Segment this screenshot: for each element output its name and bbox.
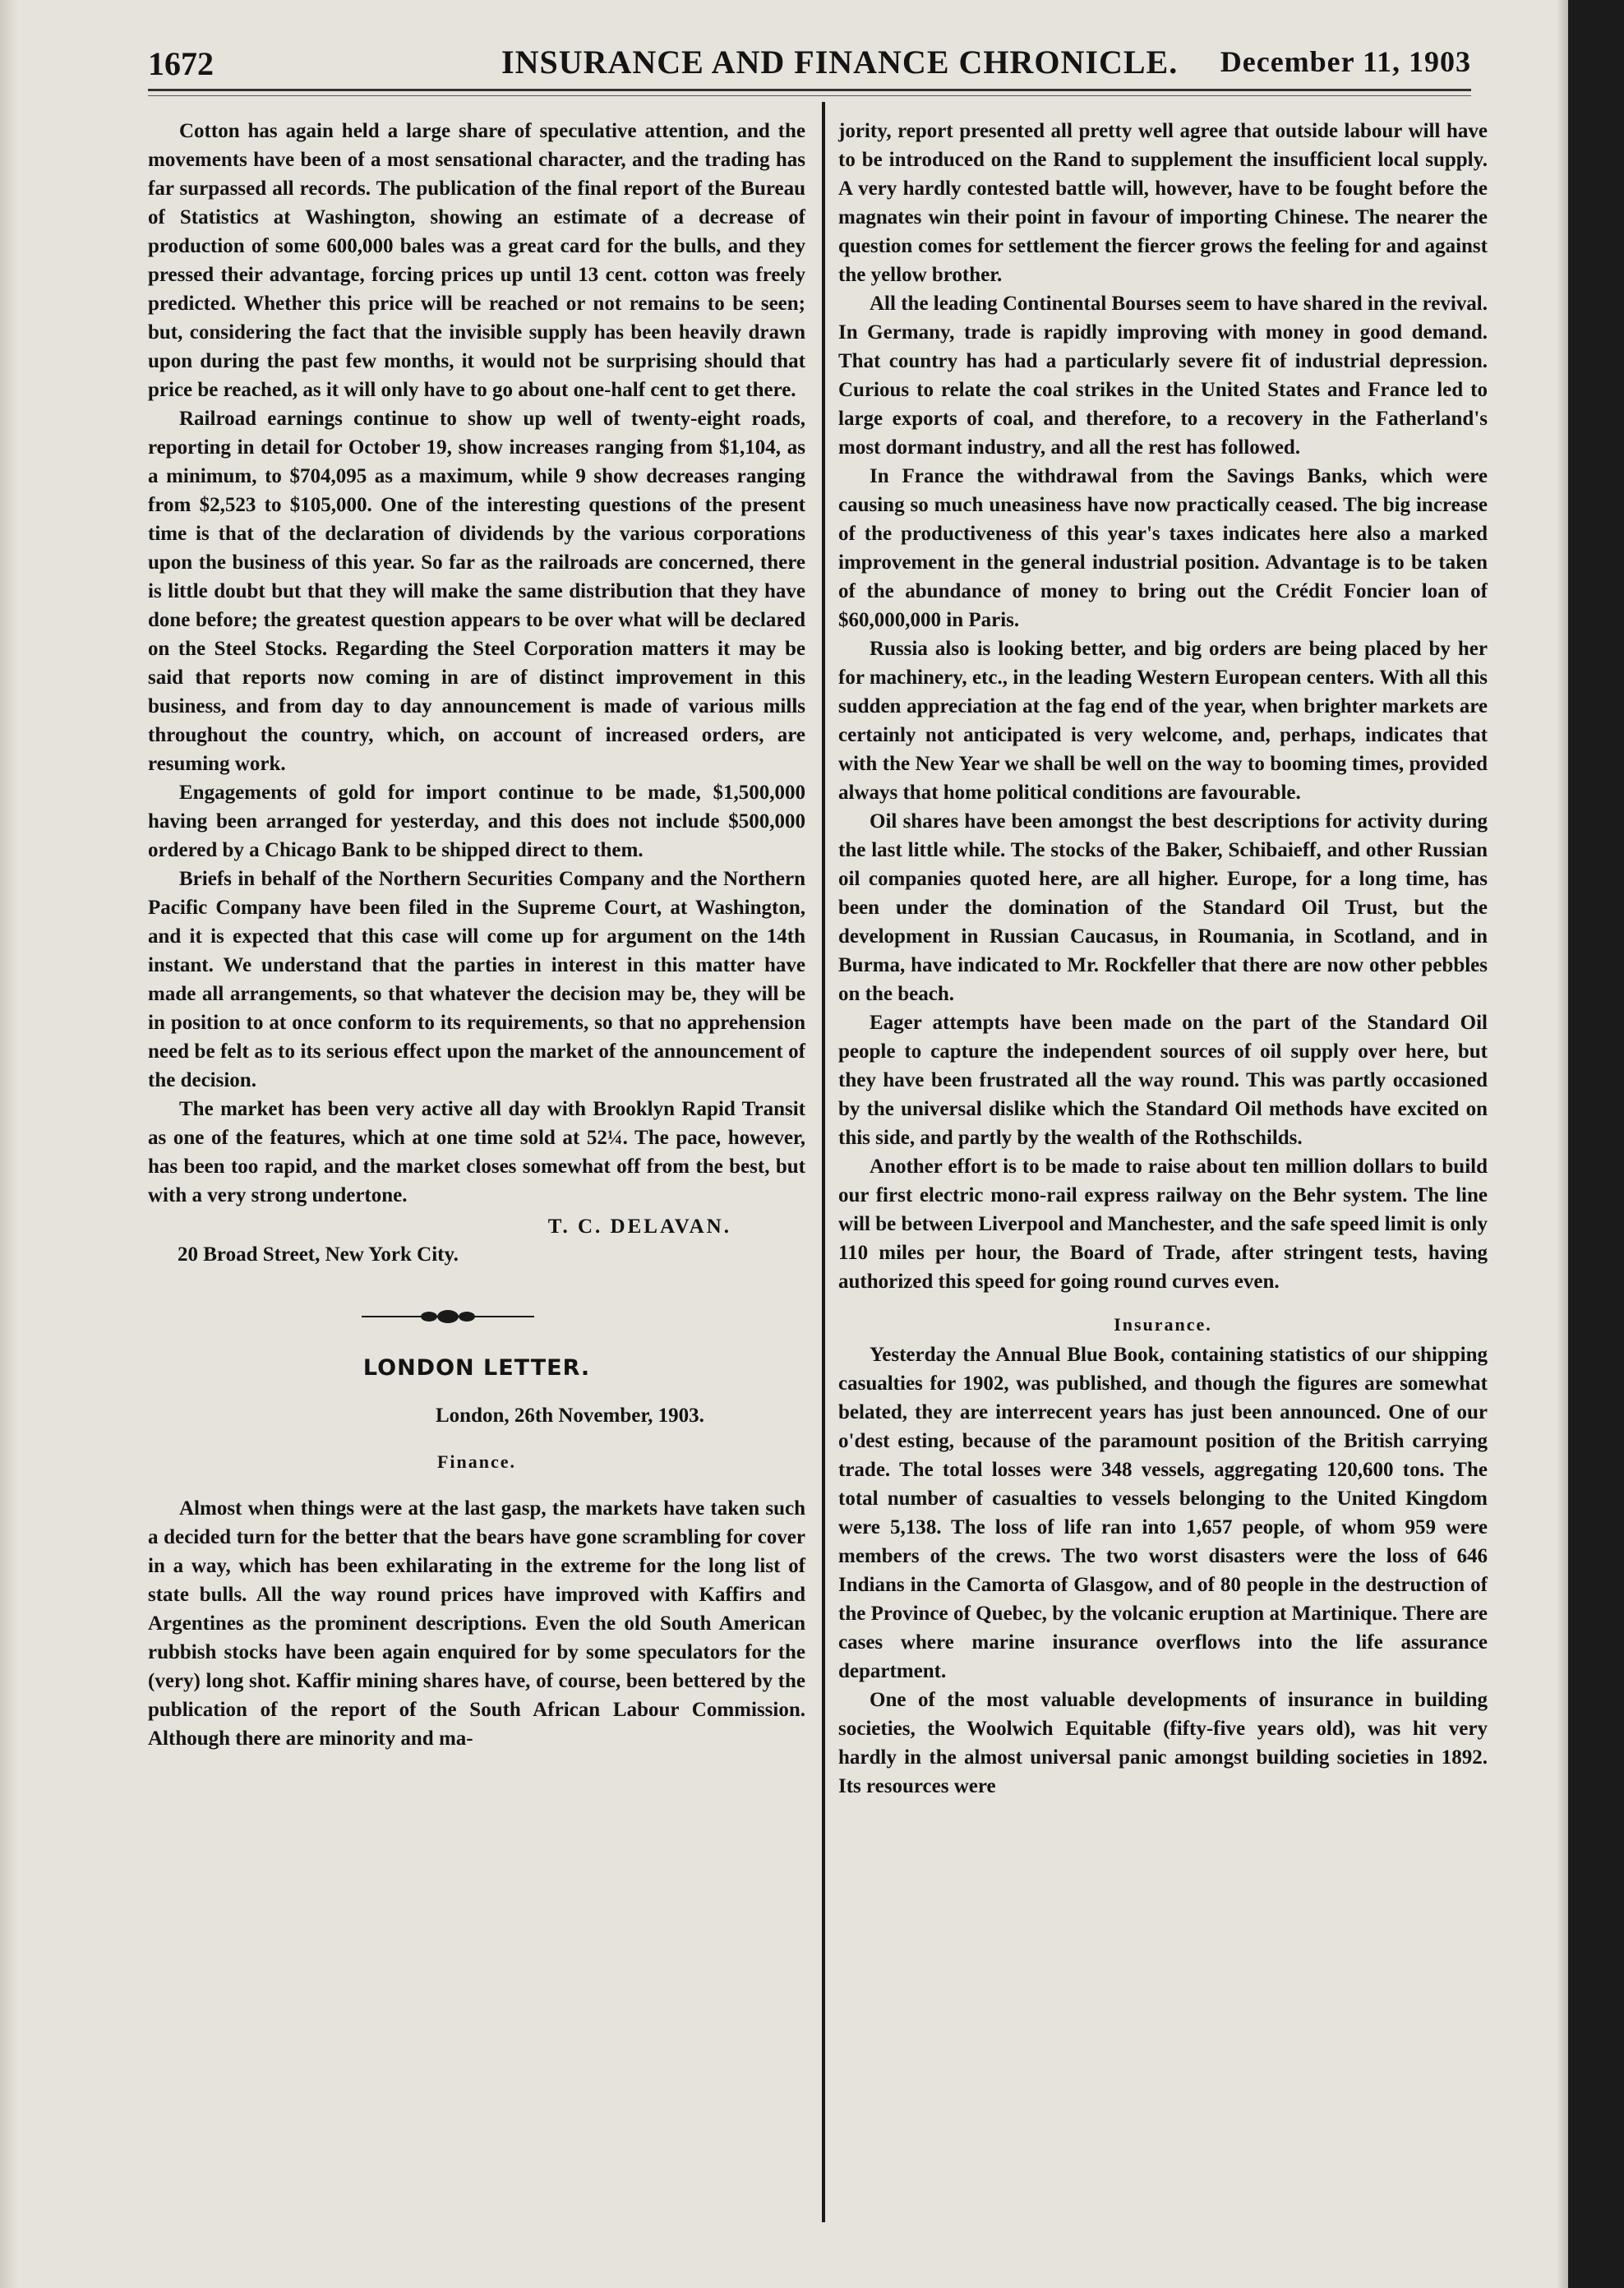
paragraph: Eager attempts have been made on the part of the Standard Oil people to capture the independent sources of oil supply over here, but they have been frustrated all the way round. This was partly occasioned by the universal dislike which the Standard Oil methods have excited on this side, and partly by the wealth of the Rothschilds. (838, 1012, 1488, 1149)
header-rule-thin (148, 95, 1471, 96)
paragraph: Railroad earnings continue to show up well of twenty-eight roads, reporting in detail for October 19, show increases ranging from $1,104, as a minimum, to $704,095 as a maximum, while 9 show decreases ranging from $2,523 to $105,000. One of the interesting questions of the present time is that of the declaration of dividends by the various corporations upon the business of this year. So far as the railroads are concerned, there is little doubt but that they will make the same distribution that they have done before; the greatest question appears to be over what will be declared on the Steel Stocks. Regarding the Steel Corporation matters it may be said that reports now coming in are of distinct improvement in this business, and from day to day announcement is made of various mills throughout the country, which, on account of increased orders, are resuming work. (148, 408, 805, 775)
paragraph-continuation: jority, report presented all pretty well agree that outside labour will have to be introduced on the Rand to supplement the insufficient local supply. A very hardly contested battle will, however, have to be fought before the magnates win their point in favour of importing Chinese. The nearer the question comes for settlement the fiercer grows the feeling for and against the yellow brother. (838, 120, 1488, 286)
paragraph: Briefs in behalf of the Northern Securities Company and the Northern Pacific Company have been filed in the Supreme Court, at Washington, and it is expected that this case will come up for argument on the 14th instant. We understand that the parties in interest in this matter have made all arrangements, so that whatever the decision may be, they will be in position to at once conform to its requirements, so that no apprehension need be felt as to its serious effect upon the market of the announcement of the decision. (148, 868, 805, 1091)
paragraph: Cotton has again held a large share of speculative attention, and the movements have been of a most sensational character, and the trading has far surpassed all records. The publication of the final report of the Bureau of Statistics at Washington, showing an estimate of a decrease of production of some 600,000 bales was a great card for the bulls, and they pressed their advantage, forcing prices up until 13 cent. cotton was freely predicted. Whether this price will be reached or not remains to be seen; but, considering the fact that the invisible supply has been heavily drawn upon during the past few months, it would not be surprising should that price be reached, as it will only have to go about one-half cent to get there. (148, 120, 805, 401)
paragraph: In France the withdrawal from the Savings Banks, which were causing so much uneasiness have now practically ceased. The big increase of the productiveness of this year's taxes indicates here also a marked improvement in the general industrial position. Advantage is to be taken of the abundance of money to bring out the Crédit Foncier loan of $60,000,000 in Paris. (838, 465, 1488, 631)
author-signature: T. C. DELAVAN. (547, 1216, 731, 1238)
paragraph: One of the most valuable developments of insurance in building societies, the Woolwich Equitable (fifty-five years old), was hit very hardly in the almost universal panic amongst building societies in 1892. Its resources were (838, 1689, 1488, 1797)
paragraph: Almost when things were at the last gasp, the markets have taken such a decided turn for the better that the bears have gone scrambling for cover in a way, which has been exhilarating in the extreme for the long list of state bulls. All the way round prices have improved with Kaffirs and Argentines as the prominent descriptions. Even the old South American rubbish stocks have been again enquired for by some speculators for the (very) long shot. Kaffir mining shares have, of course, been bettered by the publication of the report of the South African Labour Commission. Although there are minority and ma- (148, 1497, 805, 1750)
scan-border (1568, 0, 1624, 2288)
issue-date: December 11, 1903 (1220, 45, 1471, 78)
header-rule (148, 89, 1471, 91)
scan-edge (1557, 0, 1568, 2288)
column-divider (822, 102, 825, 2222)
author-address: 20 Broad Street, New York City. (178, 1243, 459, 1266)
publication-title: INSURANCE AND FINANCE CHRONICLE. (501, 44, 1179, 81)
ornament-divider-icon (362, 1307, 534, 1326)
paragraph: Russia also is looking better, and big orders are being placed by her for machinery, etc., in the leading Western European centers. With all this sudden appreciation at the fag end of the year, when brighter markets are certainly not anticipated is very welcome, and, perhaps, indicates that with the New Year we shall be well on the way to booming times, provided always that home political conditions are favourable. (838, 638, 1488, 804)
paragraph: Yesterday the Annual Blue Book, containing statistics of our shipping casualties for 1902, was published, and though the figures are somewhat belated, they are interrecent years has just been announced. One of our o'dest esting, because of the paramount position of the British carrying trade. The total losses were 348 vessels, aggregating 120,600 tons. The total number of casualties to vessels belonging to the United Kingdom were 5,138. The loss of life ran into 1,657 people, of whom 959 were members of the crews. The two worst disasters were the loss of 646 Indians in the Camorta of Glasgow, and of 80 people in the destruction of the Province of Quebec, by the volcanic eruption at Martinique. There are cases where marine insurance overflows into the life assurance department. (838, 1344, 1488, 1682)
paragraph: The market has been very active all day with Brooklyn Rapid Transit as one of the features, which at one time sold at 52¼. The pace, however, has been too rapid, and the market closes somewhat off from the best, but with a very strong undertone. (148, 1098, 805, 1206)
section-heading: Insurance. (1114, 1314, 1212, 1335)
paragraph: Oil shares have been amongst the best descriptions for activity during the last little while. The stocks of the Baker, Schibaieff, and other Russian oil companies quoted here, are all higher. Europe, for a long time, has been under the domination of the Standard Oil Trust, but the development in Russian Caucasus, in Roumania, in Scotland, and in Burma, have indicated to Mr. Rockfeller that there are now other pebbles on the beach. (838, 810, 1488, 1005)
left-column (148, 117, 805, 1753)
right-column (838, 117, 1488, 1801)
page-number: 1672 (148, 45, 214, 82)
paragraph: All the leading Continental Bourses seem to have shared in the revival. In Germany, trade is rapidly improving with money in good demand. That country has had a particularly severe fit of industrial depression. Curious to relate the coal strikes in the United States and France led to large exports of coal, and therefore, to a recovery in the Fatherland's most dormant industry, and all the rest has followed. (838, 293, 1488, 459)
article-title: LONDON LETTER. (362, 1355, 591, 1381)
page-header (148, 38, 1471, 84)
paragraph: Another effort is to be made to raise about ten million dollars to build our first electric mono-rail express railway on the Behr system. The line will be between Liverpool and Manchester, and the safe speed limit is only 110 miles per hour, the Board of Trade, after stringent tests, having authorized this speed for going round curves even. (838, 1156, 1488, 1293)
section-heading: Finance. (436, 1451, 517, 1472)
scan-shadow (0, 0, 18, 2288)
paragraph: Engagements of gold for import continue to be made, $1,500,000 having been arranged for yesterday, and this does not include $500,000 ordered by a Chicago Bank to be shipped direct to them. (148, 782, 805, 861)
article-dateline: London, 26th November, 1903. (436, 1405, 704, 1427)
